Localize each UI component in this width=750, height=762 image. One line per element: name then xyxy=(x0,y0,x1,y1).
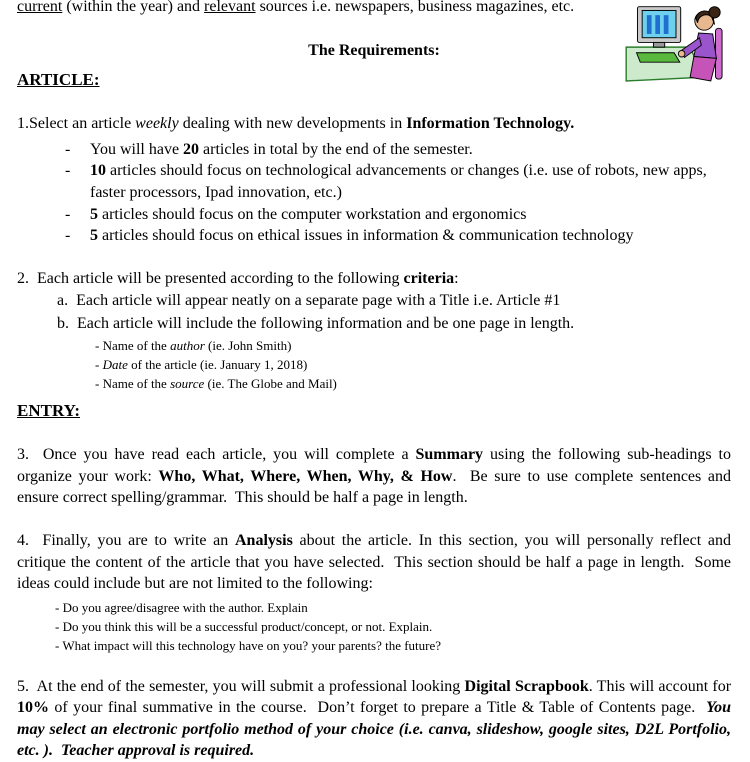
person-at-computer-clipart xyxy=(624,2,728,96)
requirement-2: 2. Each article will be presented according to the following criteria: xyxy=(17,269,459,287)
bullet-text: 5 articles should focus on the computer workstation and ergonomics xyxy=(90,205,527,223)
requirement-2a: a. Each article will appear neatly on a separate page with a Title i.e. Article #1 xyxy=(57,292,561,310)
dash-marker: - xyxy=(65,140,71,158)
requirement-3: 3. Once you have read each article, you will complete a Summary using the following sub-headings to organize your work: Who, What, Where, When, Why, & How. Be sure to use complete sentences and ensure correct spelling/grammar. This should be half a page in length. xyxy=(17,446,736,507)
requirement-5: 5. At the end of the semester, you will submit a professional looking Digital Scrapbook. This will account for 10% of your final summative in the course. Don’t forget to prepare a Title & Table of Contents page. You may select an electronic portfolio method of your choice (i.e. canva, slideshow, google sites, D2L Portfolio, etc. ). Teacher approval is required. xyxy=(17,677,736,760)
dash-marker: - xyxy=(65,227,71,245)
requirement-2b: b. Each article will include the following information and be one page in length. xyxy=(57,314,575,332)
dash-marker: - xyxy=(65,162,71,180)
bullet-item xyxy=(65,204,731,226)
analysis-idea-3: - What impact will this technology have on you? your parents? the future? xyxy=(55,637,442,653)
bullet-text: 5 articles should focus on ethical issues in information & communication technology xyxy=(90,227,634,245)
article-bullet-list xyxy=(17,139,731,247)
analysis-idea-2: - Do you think this will be a successful product/concept, or not. Explain. xyxy=(55,618,433,634)
clipart-image xyxy=(624,2,728,96)
bullet-text: 10 articles should focus on technological advancements or changes (i.e. use of robots, new apps, faster processors, Ipad innovation, etc.) xyxy=(90,162,711,201)
article-heading: ARTICLE: xyxy=(17,70,100,90)
entry-heading: ENTRY: xyxy=(17,401,81,421)
article-info-date: - Date of the article (ie. January 1, 2018) xyxy=(95,357,308,373)
bullet-item xyxy=(65,139,731,161)
article-info-author: - Name of the author (ie. John Smith) xyxy=(95,338,292,354)
bullet-text: You will have 20 articles in total by the end of the semester. xyxy=(90,140,473,158)
bullet-item xyxy=(65,225,731,247)
keyboard-shape xyxy=(637,53,680,62)
person-skirt xyxy=(690,57,716,81)
intro-line: current (within the year) and relevant sources i.e. newspapers, business magazines, etc. xyxy=(17,0,575,15)
requirement-1: 1.Select an article weekly dealing with new developments in Information Technology. xyxy=(17,115,575,133)
chair-shape xyxy=(715,28,722,79)
person-hand xyxy=(678,50,685,57)
dash-marker: - xyxy=(65,205,71,223)
requirement-4: 4. Finally, you are to write an Analysis about the article. In this section, you will personally reflect and critique the content of the article that you have selected. This section should be half a page in length. Some ideas could include but are not limited to the following: xyxy=(17,532,736,593)
bullet-item xyxy=(65,160,731,203)
article-info-source: - Name of the source (ie. The Globe and Mail) xyxy=(95,376,337,392)
analysis-idea-1: - Do you agree/disagree with the author. Explain xyxy=(55,599,308,615)
hair-bun xyxy=(709,7,720,18)
requirements-title: The Requirements: xyxy=(308,41,440,59)
